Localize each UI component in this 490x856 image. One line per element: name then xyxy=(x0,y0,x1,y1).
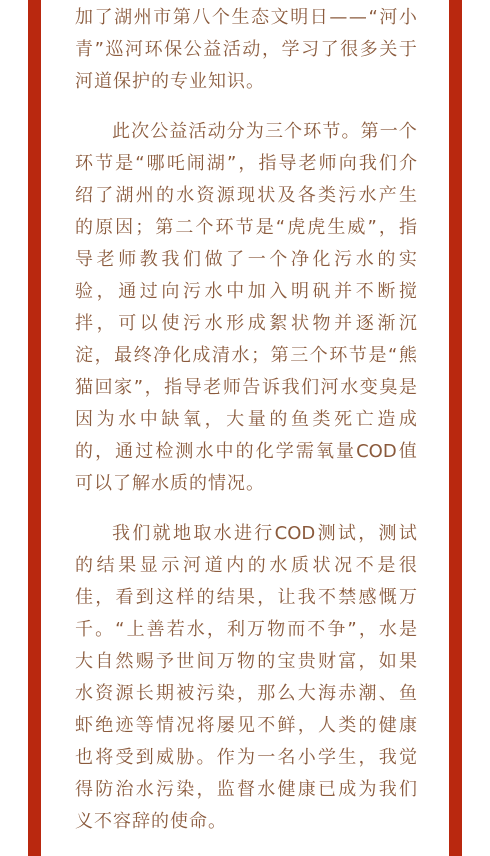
text-line: 青 ” 巡 河 环 保 公 益 活 动 ， 学 习 了 很 多 关 于 xyxy=(75,39,417,60)
text-line: 猫 回 家 ” ， 指 导 老 师 告 诉 我 们 河 水 变 臭 是 xyxy=(75,377,417,398)
text-line: 验 ， 通 过 向 污 水 中 加 入 明 矾 并 不 断 搅 xyxy=(75,281,417,302)
text-line: 我 们 就 地 取 水 进 行 COD 测 试 ， 测 试 xyxy=(112,523,417,544)
text-line: 拌 ， 可 以 使 污 水 形 成 絮 状 物 并 逐 渐 沉 xyxy=(75,313,417,334)
text-line: 义不容辞的使命。 xyxy=(75,811,227,832)
text-line: 导 老 师 教 我 们 做 了 一 个 净 化 污 水 的 实 xyxy=(75,249,417,270)
text-line: 绍 了 湖 州 的 水 资 源 现 状 及 各 类 污 水 产 生 xyxy=(75,185,417,206)
paragraph-3 xyxy=(75,518,417,838)
text-line: 河道保护的专业知识。 xyxy=(75,71,265,92)
paragraph-2 xyxy=(75,116,417,500)
text-line: 水 资 源 长 期 被 污 染 ， 那 么 大 海 赤 潮 、 鱼 xyxy=(75,683,417,704)
text-line: 也 将 受 到 威 胁 。 作 为 一 名 小 学 生 ， 我 觉 xyxy=(75,747,417,768)
article-body xyxy=(75,2,417,838)
text-line: 可以了解水质的情况。 xyxy=(75,473,265,494)
text-line: 加 了 湖 州 市 第 八 个 生 态 文 明 日 — — “ 河 小 xyxy=(75,7,417,28)
text-line: 千 。 “ 上 善 若 水 ， 利 万 物 而 不 争 ” ， 水 是 xyxy=(75,619,417,640)
paragraph-gap xyxy=(75,500,417,518)
text-line: 环 节 是 “ 哪 吒 闹 湖 ” ， 指 导 老 师 向 我 们 介 xyxy=(75,153,417,174)
paragraph-1 xyxy=(75,2,417,98)
text-line: 虾 绝 迹 等 情 况 将 屡 见 不 鲜 ， 人 类 的 健 康 xyxy=(75,715,417,736)
text-line: 的 ， 通 过 检 测 水 中 的 化 学 需 氧 量 COD 值 xyxy=(75,441,417,462)
right-border-bar xyxy=(449,0,462,856)
text-line: 得 防 治 水 污 染 ， 监 督 水 健 康 已 成 为 我 们 xyxy=(75,779,417,800)
text-line: 淀 ， 最 终 净 化 成 清 水 ； 第 三 个 环 节 是 “ 熊 xyxy=(75,345,417,366)
text-line: 的 原 因 ； 第 二 个 环 节 是 “ 虎 虎 生 威 ” ， 指 xyxy=(75,217,417,238)
text-line: 大 自 然 赐 予 世 间 万 物 的 宝 贵 财 富 ， 如 果 xyxy=(75,651,417,672)
left-border-bar xyxy=(28,0,41,856)
paragraph-gap xyxy=(75,98,417,116)
text-line: 此 次 公 益 活 动 分 为 三 个 环 节 。 第 一 个 xyxy=(112,121,417,142)
text-line: 因 为 水 中 缺 氧 ， 大 量 的 鱼 类 死 亡 造 成 xyxy=(75,409,417,430)
text-line: 的 结 果 显 示 河 道 内 的 水 质 状 况 不 是 很 xyxy=(75,555,417,576)
text-line: 佳 ， 看 到 这 样 的 结 果 ， 让 我 不 禁 感 慨 万 xyxy=(75,587,417,608)
